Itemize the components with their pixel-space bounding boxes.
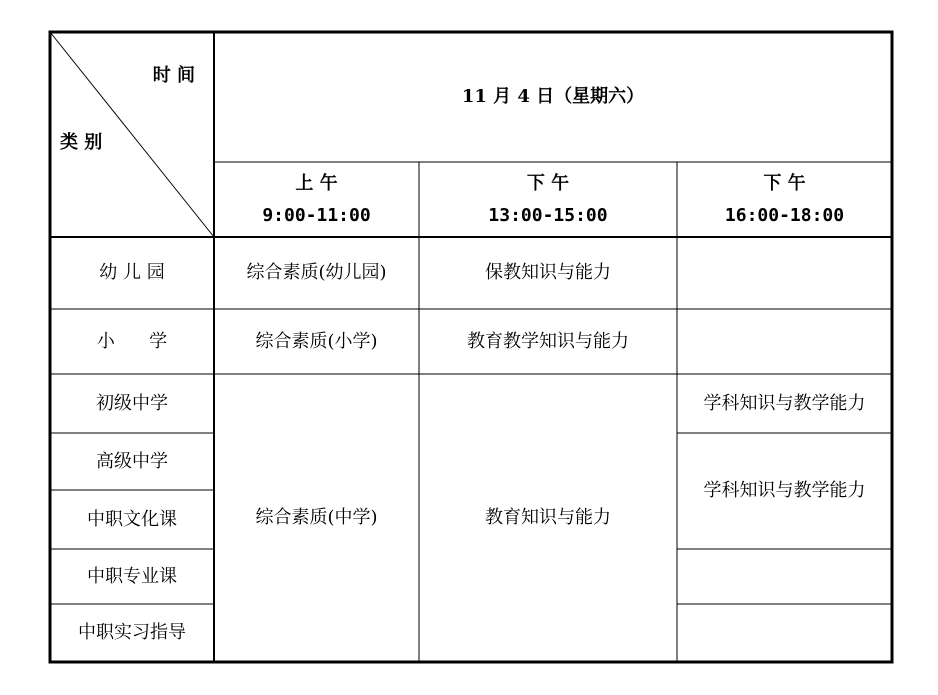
category-primary: 小 学 [96, 330, 168, 352]
cell-junior-afternoon-2: 学科知识与教学能力 [703, 392, 866, 414]
cell-kindergarten-afternoon-1: 保教知识与能力 [485, 262, 611, 283]
session-header-afternoon-2 [677, 162, 892, 237]
category-kindergarten: 幼 儿 园 [99, 262, 165, 283]
cell-secondary-afternoon-1: 教育知识与能力 [485, 507, 611, 528]
session-period: 下 午 [526, 172, 570, 194]
session-period: 下 午 [763, 172, 806, 194]
cell-senior-afternoon-2: 学科知识与教学能力 [703, 480, 866, 501]
category-senior-middle: 高级中学 [96, 450, 168, 472]
session-header-afternoon-1 [419, 162, 677, 237]
corner-time-label: 时 间 [152, 65, 195, 86]
session-time: 9:00-11:00 [262, 204, 371, 226]
category-vocational-internship: 中职实习指导 [78, 622, 186, 643]
session-period: 上 午 [295, 172, 338, 194]
cell-primary-morning: 综合素质(小学) [255, 330, 378, 352]
cell-secondary-morning: 综合素质(中学) [255, 507, 378, 528]
session-time: 16:00-18:00 [724, 204, 845, 226]
session-time: 13:00-15:00 [488, 204, 608, 226]
category-vocational-culture: 中职文化课 [87, 508, 177, 530]
cell-kindergarten-morning: 综合素质(幼儿园) [246, 262, 387, 283]
date-header: 11 月 4 日（星期六） [461, 86, 645, 107]
session-header-morning [214, 162, 419, 237]
cell-primary-afternoon-1: 教育教学知识与能力 [467, 330, 629, 352]
corner-category-label: 类 别 [60, 132, 103, 153]
category-junior-middle: 初级中学 [96, 392, 168, 414]
category-vocational-major: 中职专业课 [87, 565, 177, 587]
